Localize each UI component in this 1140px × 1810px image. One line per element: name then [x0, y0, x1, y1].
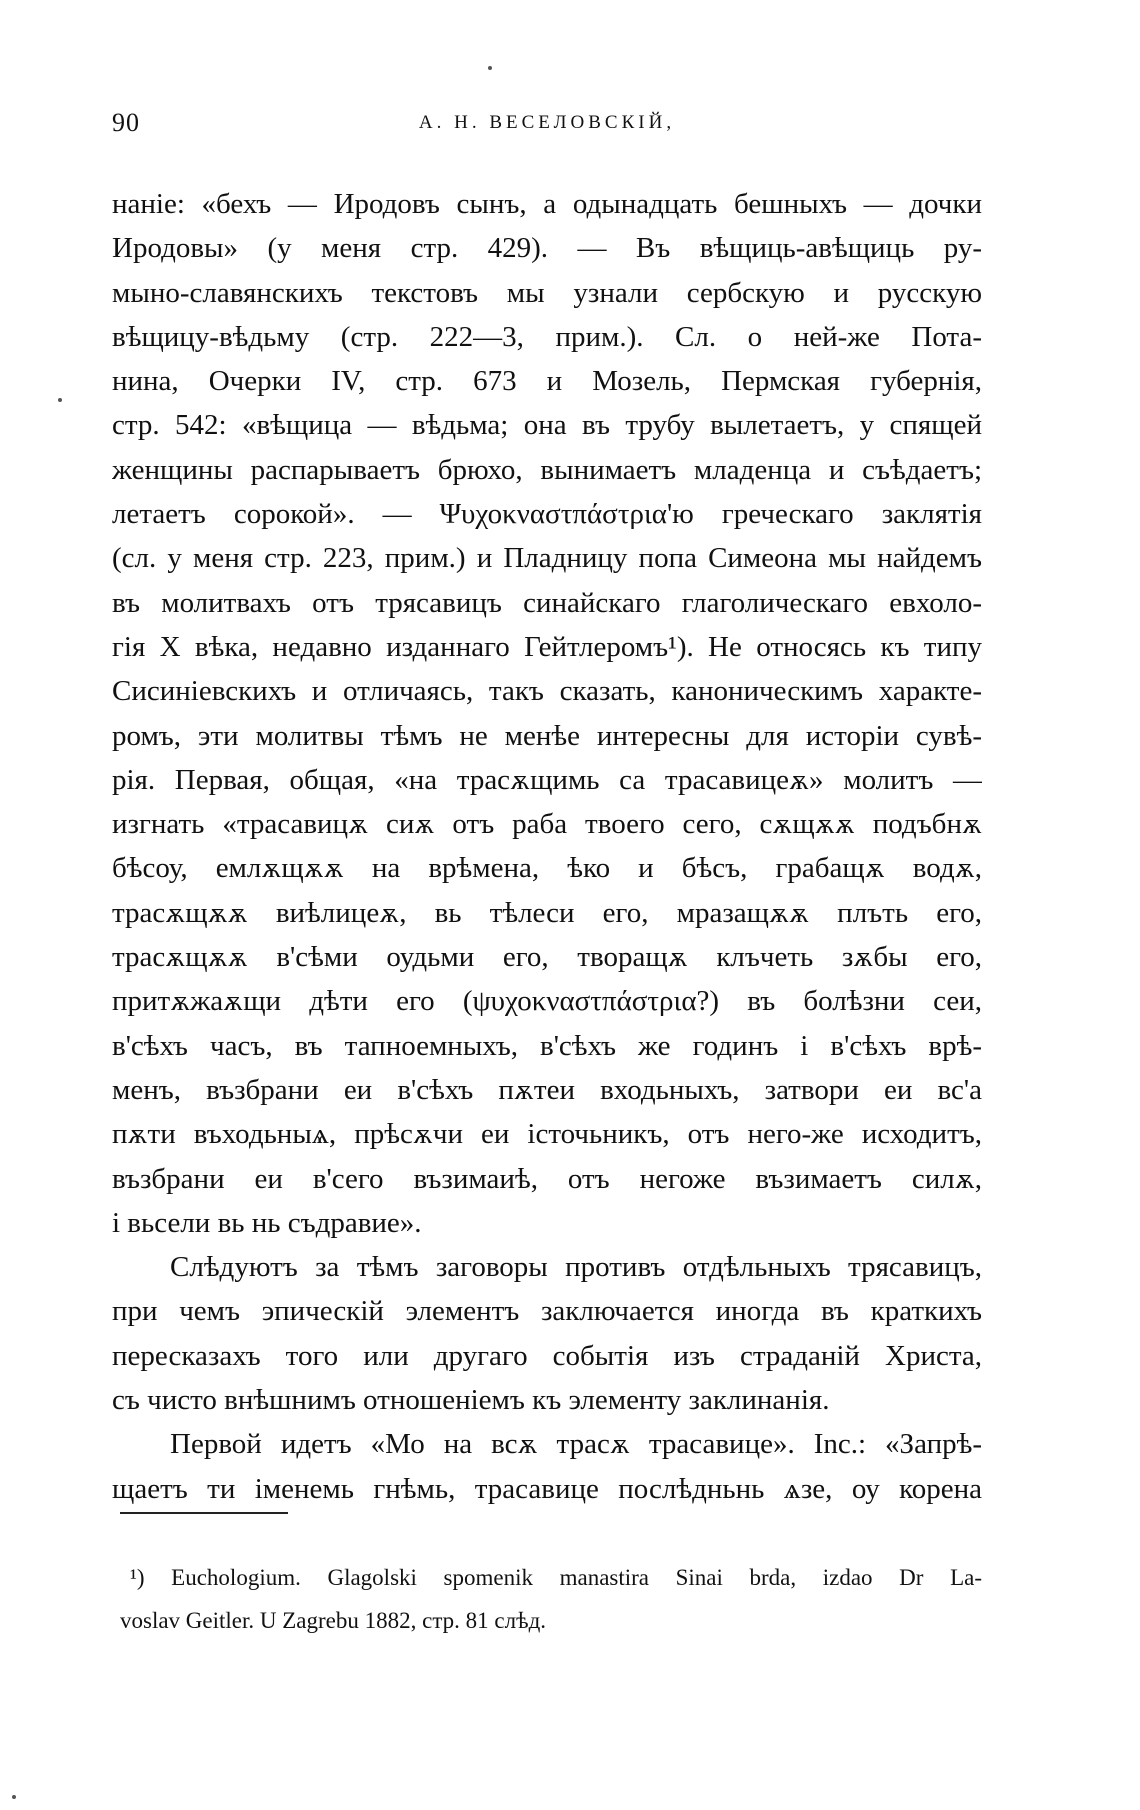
- text-line: бѣсоу, емлѫщѫѫ на врѣмена, ѣко и бѣсъ, грабащѫ водѫ,: [112, 852, 982, 885]
- text-line: пѫти въходьныѧ, прѣсѫчи еи істочьникъ, отъ него-же исходитъ,: [112, 1118, 982, 1151]
- text-line: гія X вѣка, недавно изданнаго Гейтлеромъ¹). Не относясь къ типу: [112, 630, 982, 663]
- text-line: (сл. у меня стр. 223, прим.) и Пладницу попа Симеона мы найдемъ: [112, 542, 982, 575]
- footnote-line: ¹) Euchologium. Glagolski spomenik manastira Sinai brda, izdao Dr La-: [130, 1565, 982, 1590]
- text-line: Сисиніевскихъ и отличаясь, такъ сказать, каноническимъ характе-: [112, 675, 982, 708]
- text-line: пересказахъ того или другаго событія изъ страданій Христа,: [112, 1339, 982, 1372]
- text-line: і вьсели вь нь съдравие».: [112, 1206, 422, 1239]
- footnote-divider: [120, 1512, 288, 1514]
- text-line: вѣщицу-вѣдьму (стр. 222—3, прим.). Сл. о ней-же Пота-: [112, 320, 982, 353]
- text-line: съ чисто внѣшнимъ отношеніемъ къ элементу заклинанія.: [112, 1384, 830, 1417]
- scan-speck: [58, 398, 62, 402]
- text-line: летаетъ сорокой». — Ψυχοκναστπάστρια'ю греческаго заклятія: [112, 498, 982, 531]
- text-line: щаетъ ти іменемь гнѣмь, трасавице послѣдньнь ѧзе, оу корена: [112, 1472, 982, 1505]
- text-line: наніе: «бехъ — Иродовъ сынъ, а одынадцать бешныхъ — дочки: [112, 188, 982, 220]
- text-line: стр. 542: «вѣщица — вѣдьма; она въ трубу вылетаетъ, у спящей: [112, 409, 982, 442]
- footnote-line: voslav Geitler. U Zagrebu 1882, стр. 81 слѣд.: [120, 1608, 547, 1633]
- text-line: ромъ, эти молитвы тѣмъ не менѣе интересны для исторіи сувѣ-: [112, 719, 982, 752]
- page-header: [112, 108, 982, 148]
- text-line: Слѣдуютъ за тѣмъ заговоры противъ отдѣльныхъ трясавицъ,: [170, 1251, 982, 1284]
- text-line: притѫжаѫщи дѣти его (ψυχοκναστπάστρια?) въ болѣзни сеи,: [112, 985, 982, 1018]
- page-number: 90: [112, 108, 140, 137]
- footnotes: [120, 1556, 982, 1642]
- text-line: възбрани еи в'сего възимаиѣ, отъ негоже възимаетъ силѫ,: [112, 1162, 982, 1195]
- text-line: мыно-славянскихъ текстовъ мы узнали сербскую и русскую: [112, 276, 982, 309]
- text-line: нина, Очерки IV, стр. 673 и Мозель, Пермская губернія,: [112, 365, 982, 398]
- scan-speck: [488, 66, 492, 70]
- text-line: трасѫщѫѫ виѣлицеѫ, вь тѣлеси его, мразащѫѫ плъть его,: [112, 896, 982, 929]
- running-head: А. Н. ВЕСЕЛОВСКІЙ,: [418, 112, 676, 133]
- body-text: [112, 182, 982, 1511]
- text-line: трасѫщѫѫ в'сѣми оудьми его, творащѫ клъчеть зѫбы его,: [112, 941, 982, 974]
- text-line: Первой идетъ «Мо на всѫ трасѫ трасавице». Inc.: «Запрѣ-: [170, 1428, 982, 1461]
- text-line: в'сѣхъ часъ, въ тапноемныхъ, в'сѣхъ же годинъ і в'сѣхъ врѣ-: [112, 1029, 982, 1062]
- scan-speck: [12, 1795, 16, 1799]
- text-line: при чемъ эпическій элементъ заключается иногда въ краткихъ: [112, 1295, 982, 1328]
- text-line: женщины распарываетъ брюхо, вынимаетъ младенца и съѣдаетъ;: [112, 453, 982, 486]
- text-line: изгнать «трасавицѫ сиѫ отъ раба твоего сего, сѫщѫѫ подъбнѫ: [112, 808, 982, 841]
- text-line: рія. Первая, общая, «на трасѫщимь са трасавицеѫ» молитъ —: [112, 763, 982, 796]
- text-line: Иродовы» (у меня стр. 429). — Въ вѣщиць-авѣщиць ру-: [112, 232, 982, 265]
- text-line: въ молитвахъ отъ трясавицъ синайскаго глаголическаго евхоло-: [112, 586, 982, 619]
- text-line: менъ, възбрани еи в'сѣхъ пѫтеи входьныхъ, затвори еи вс'а: [112, 1073, 982, 1106]
